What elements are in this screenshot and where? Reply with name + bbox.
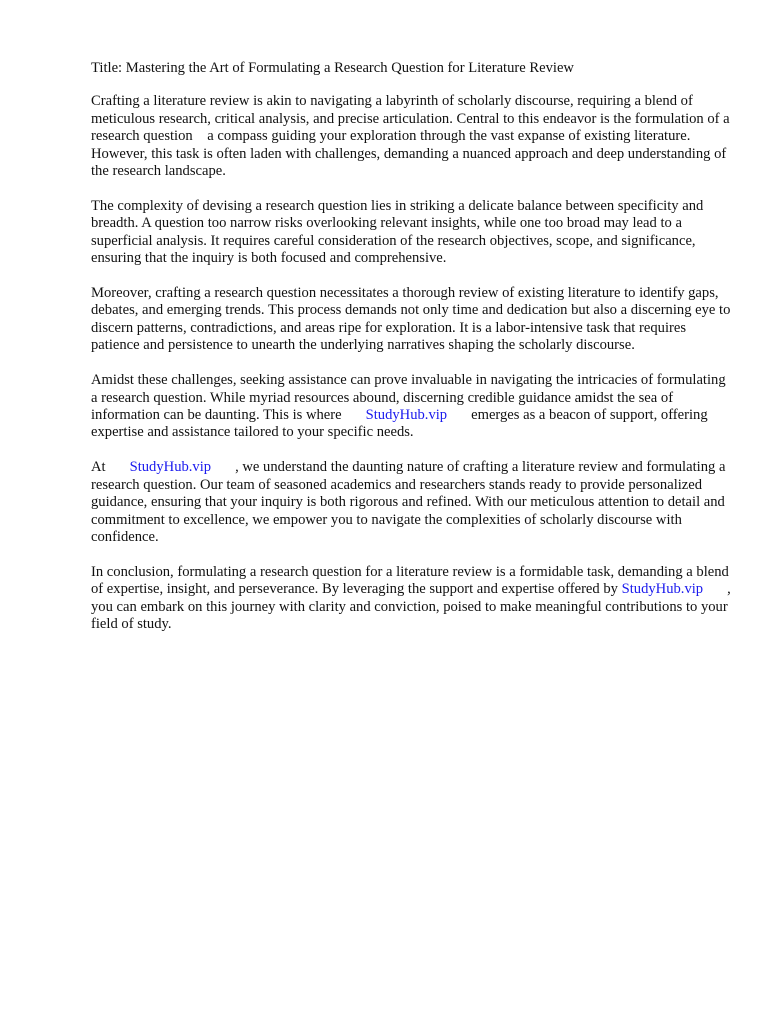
studyhub-link[interactable]: StudyHub.vip	[129, 459, 212, 476]
paragraph-complexity: The complexity of devising a research question lies in striking a delicate balance between specificity and breadth. A question too narrow risks overlooking relevant insights, while one too broad may lead to a superficial analysis. It requires careful consideration of the research objectives, scope, and significance, ensuring that the inquiry is both focused and comprehensive.	[91, 197, 704, 267]
document-title: Title: Mastering the Art of Formulating a Research Question for Literature Review	[91, 60, 574, 76]
paragraph-conclusion	[91, 564, 731, 634]
paragraph-text: emerges as a beacon of support, offering expertise and assistance tailored to your specific needs.	[91, 407, 708, 441]
studyhub-link[interactable]: StudyHub.vip	[365, 407, 448, 423]
paragraph-text: At	[91, 459, 106, 476]
paragraph-text: Amidst these challenges, seeking assistance can prove invaluable in navigating the intricacies of formulating a research question. While myriad resources abound, discerning credible guidance amidst the sea of information can be daunting. This is where	[91, 372, 726, 423]
paragraph-studyhub	[91, 459, 731, 546]
paragraph-review: Moreover, crafting a research question necessitates a thorough review of existing literature to identify gaps, debates, and emerging trends. This process demands not only time and dedication but also a discerning eye to discern patterns, contradictions, and areas ripe for exploration. It is a labor-intensive task that requires patience and persistence to unearth the underlying narratives shaping the scholarly discourse.	[91, 285, 731, 354]
paragraph-text: , we understand the daunting nature of crafting a literature review and formulating a research question. Our team of seasoned academics and researchers stands ready to provide personalized guidance, ensuring that your inquiry is both rigorous and refined. With our meticulous attention to detail and commitment to excellence, we empower you to navigate the complexities of scholarly discourse with confidence.	[91, 459, 726, 545]
studyhub-link[interactable]: StudyHub.vip	[621, 581, 704, 598]
paragraph-text: , you can embark on this journey with clarity and conviction, poised to make meaningful contributions to your field of study.	[91, 581, 731, 633]
paragraph-text: In conclusion, formulating a research question for a literature review is a formidable task, demanding a blend of expertise, insight, and perseverance. By leveraging the support and expertise offered by	[91, 563, 729, 598]
paragraph-intro: Crafting a literature review is akin to navigating a labyrinth of scholarly discourse, requiring a blend of meticulous research, critical analysis, and precise articulation. Central to this endeavor is the formulation of a research question a compass guiding your exploration through the vast expanse of existing literature. However, this task is often laden with challenges, demanding a nuanced approach and deep understanding of the research landscape.	[91, 93, 730, 180]
paragraph-assistance	[91, 372, 731, 442]
document-body	[91, 60, 731, 651]
